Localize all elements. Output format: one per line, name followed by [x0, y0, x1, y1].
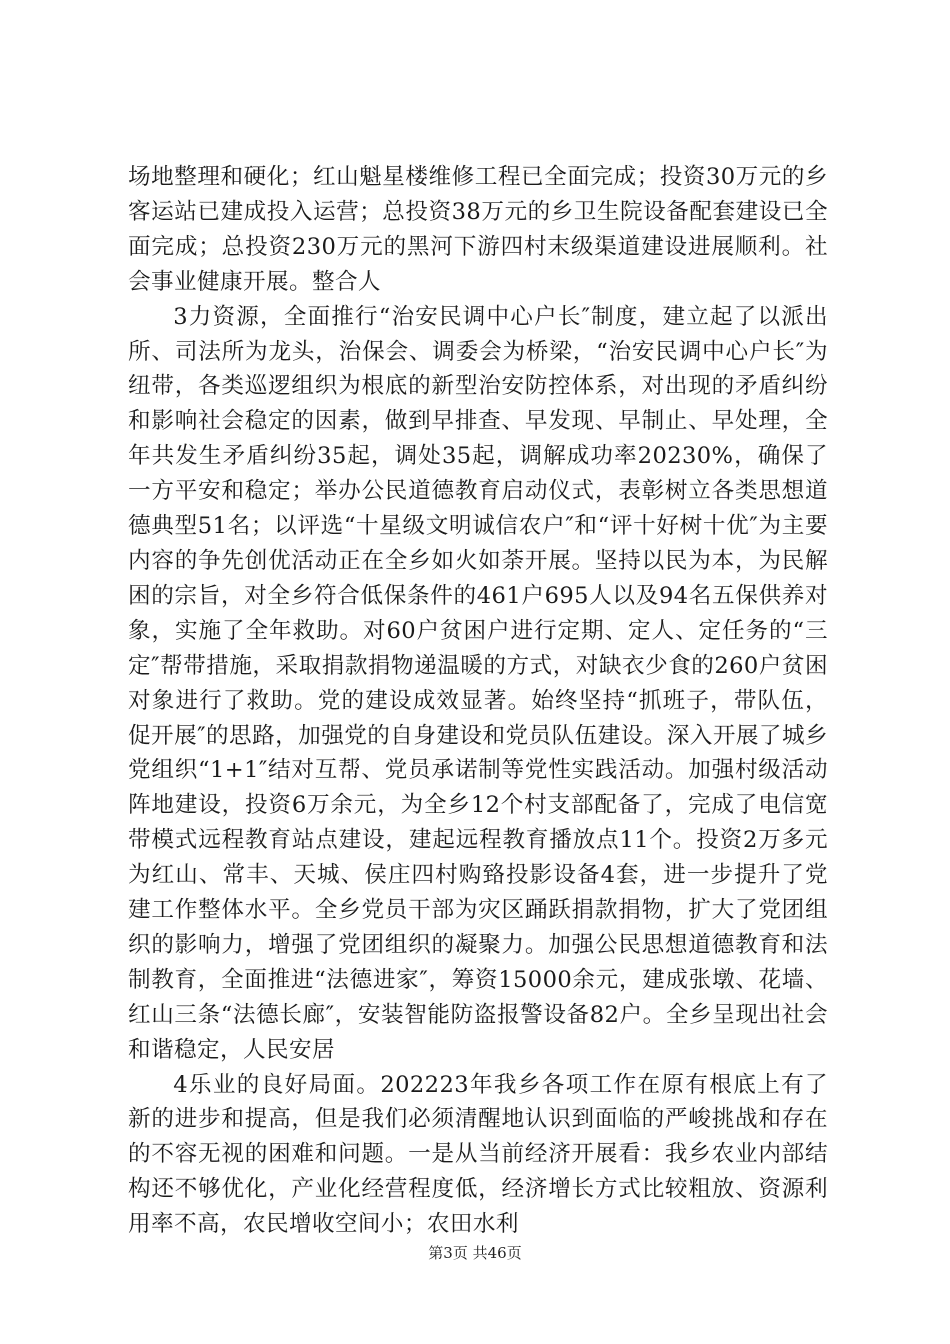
page-number-footer: 第3页 共46页	[428, 1244, 522, 1262]
paragraph-2: 3力资源，全面推行“治安民调中心户长″制度，建立起了以派出所、司法所为龙头，治保会、调委会为桥梁，“治安民调中心户长″为纽带，各类巡逻组织为根底的新型治安防控体系，对出现的矛盾纠纷和影响社会稳定的因素，做到早排查、早发现、早制止、早处理，全年共发生矛盾纠纷35起，调处35起，调解成功率20230%，确保了一方平安和稳定；举办公民道德教育启动仪式，表彰树立各类思想道德典型51名；以评选“十星级文明诚信农户″和“评十好树十优″为主要内容的争先创优活动正在全乡如火如荼开展。坚持以民为本，为民解困的宗旨，对全乡符合低保条件的461户695人以及94名五保供养对象，实施了全年救助。对60户贫困户进行定期、定人、定任务的“三定″帮带措施，采取捐款捐物递温暖的方式，对缺衣少食的260户贫困对象进行了救助。党的建设成效显著。始终坚持“抓班子，带队伍，促开展″的思路，加强党的自身建设和党员队伍建设。深入开展了城乡党组织“1+1″结对互帮、党员承诺制等党性实践活动。加强村级活动阵地建设，投资6万余元，为全乡12个村支部配备了，完成了电信宽带模式远程教育站点建设，建起远程教育播放点11个。投资2万多元为红山、常丰、天城、侯庄四村购臵投影设备4套，进一步提升了党建工作整体水平。全乡党员干部为灾区踊跃捐款捐物，扩大了党团组织的影响力，增强了党团组织的凝聚力。加强公民思想道德教育和法制教育，全面推进“法德进家″，筹资15000余元，建成张墩、花墙、红山三条“法德长廊″，安装智能防盗报警设备82户。全乡呈现出社会和谐稳定，人民安居	[128, 303, 828, 1063]
paragraph-1: 场地整理和硬化；红山魁星楼维修工程已全面完成；投资30万元的乡客运站已建成投入运营；总投资38万元的乡卫生院设备配套建设已全面完成；总投资230万元的黑河下游四村末级渠道建设进展顺利。社会事业健康开展。整合人	[128, 164, 828, 295]
document-body	[128, 160, 828, 1242]
paragraph-3: 4乐业的良好局面。202223年我乡各项工作在原有根底上有了新的进步和提高，但是我们必须清醒地认识到面临的严峻挑战和存在的不容无视的困难和问题。一是从当前经济开展看：我乡农业内部结构还不够优化，产业化经营程度低，经济增长方式比较粗放、资源利用率不高，农民增收空间小；农田水利	[128, 1071, 828, 1238]
